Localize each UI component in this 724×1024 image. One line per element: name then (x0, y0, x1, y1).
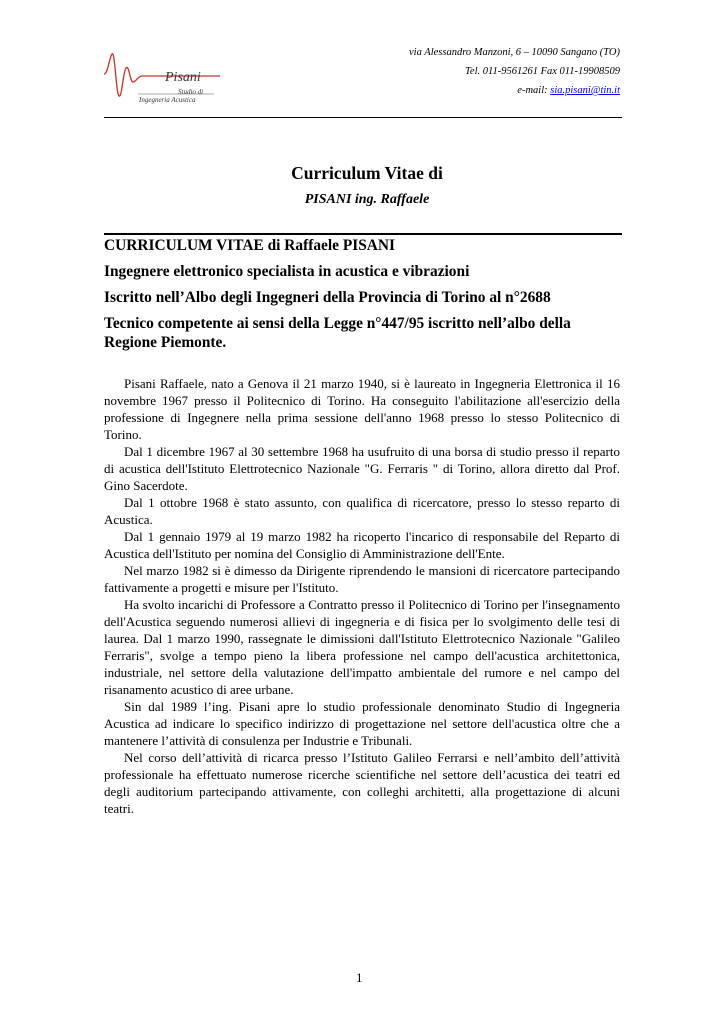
email-link[interactable]: sia.pisani@tin.it (550, 85, 620, 96)
address-line: via Alessandro Manzoni, 6 – 10090 Sangano (TO) (409, 47, 620, 58)
page-number: 1 (356, 970, 363, 985)
logo-subtitle-1: Studio di (178, 88, 204, 96)
headings-block (104, 236, 620, 359)
email-label: e-mail: (517, 85, 551, 96)
contact-block (409, 43, 620, 100)
paragraph: Ha svolto incarichi di Professore a Contratto presso il Politecnico di Torino per l'insegnamento dell'Acustica seguendo numerosi allievi di ingegneria e di fisica per lo svolgimento delle tesi di laurea. Dal 1 marzo 1990, rassegnate le dimissioni dall'Istituto Elettrotecnico Nazionale "Galileo Ferraris", svolge a tempo pieno la libera professione nel campo dell'acustica architettonica, industriale, nel settore della valutazione dell'impatto ambientale del rumore e nel campo del risanamento acustico di aree urbane. (104, 597, 620, 697)
logo-name: Pisani (165, 70, 201, 85)
heading-cv: CURRICULUM VITAE di Raffaele PISANI (104, 237, 396, 254)
heading-profession: Ingegnere elettronico specialista in acustica e vibrazioni (104, 263, 470, 280)
paragraph: Dal 1 gennaio 1979 al 19 marzo 1982 ha ricoperto l'incarico di responsabile del Reparto di Acustica dell'Istituto per nomina del Consiglio di Amministrazione dell'Ente. (104, 529, 620, 561)
page-subtitle: PISANI ing. Raffaele (304, 192, 430, 207)
heading-albo: Iscritto nell’Albo degli Ingegneri della Provincia di Torino al n°2688 (104, 289, 551, 306)
header-divider (104, 117, 622, 118)
cv-body (104, 375, 620, 817)
paragraph: Sin dal 1989 l’ing. Pisani apre lo studio professionale denominato Studio di Ingegneria Acustica ad indicare lo specifico indirizzo di progettazione nel settore dell'acustica oltre che a mantenere l’attività di consulenza per Industrie e Tribunali. (104, 699, 620, 748)
studio-logo (102, 44, 222, 110)
paragraph: Dal 1 ottobre 1968 è stato assunto, con qualifica di ricercatore, presso lo stesso reparto di Acustica. (104, 495, 620, 527)
paragraph: Nel marzo 1982 si è dimesso da Dirigente riprendendo le mansioni di ricercatore partecipando fattivamente a progetti e misure per l'Istituto. (104, 563, 620, 595)
paragraph: Nel corso dell’attività di ricarca presso l’Istituto Galileo Ferrarsi e nell’ambito dell’attività professionale ha effettuato numerose ricerche scientifiche nel settore dell’acustica dei teatri ed degli auditorium partecipando attivamente, con colleghi architetti, alla progettazione di alcuni teatri. (104, 750, 620, 816)
paragraph: Dal 1 dicembre 1967 al 30 settembre 1968 ha usufruito di una borsa di studio presso il reparto di acustica dell'Istituto Elettrotecnico Nazionale "G. Ferraris " di Torino, allora diretto dal Prof. Gino Sacerdote. (104, 444, 620, 493)
heading-tecnico: Tecnico competente ai sensi della Legge n°447/95 iscritto nell’albo della Regione Piemonte. (104, 315, 571, 351)
phone-line: Tel. 011-9561261 Fax 011-19908509 (465, 66, 620, 77)
page-title: Curriculum Vitae di (291, 163, 443, 183)
logo-subtitle-2: Ingegneria Acustica (139, 96, 196, 104)
paragraph: Pisani Raffaele, nato a Genova il 21 marzo 1940, si è laureato in Ingegneria Elettronica il 16 novembre 1967 presso il Politecnico di Torino. Ha conseguito l'abilitazione all'esercizio della professione di Ingegnere nella prima sessione dell'anno 1968 presso lo stesso Politecnico di Torino. (104, 376, 620, 442)
section-divider (104, 233, 622, 235)
email-line (409, 81, 620, 100)
